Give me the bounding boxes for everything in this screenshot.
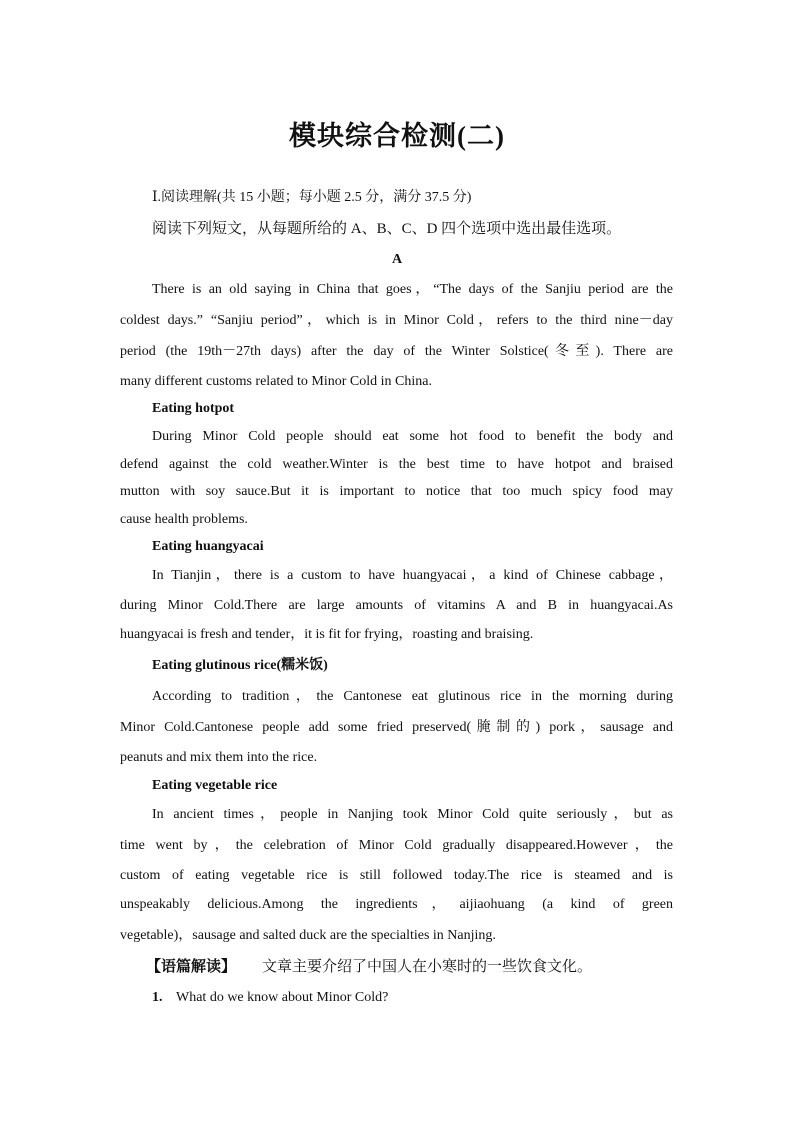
paragraph-line: In Tianjin，there is a custom to have huangyacai，a kind of Chinese cabbage， <box>152 568 673 583</box>
paragraph-line: custom of eating vegetable rice is still followed today.The rice is steamed and is <box>120 868 673 883</box>
question-number: 1. <box>152 990 163 1005</box>
passage-label: A <box>391 252 403 267</box>
section-heading-hotpot: Eating hotpot <box>152 401 235 416</box>
paragraph-line: According to tradition，the Cantonese eat glutinous rice in the morning during <box>152 689 673 704</box>
analysis-text: 文章主要介绍了中国人在小寒时的一些饮食文化。 <box>262 959 593 975</box>
paragraph-line: time went by，the celebration of Minor Cold gradually disappeared.However，the <box>120 838 673 853</box>
section-heading-glutinous-rice: Eating glutinous rice(糯米饭) <box>152 658 328 673</box>
section-heading-vegetable-rice: Eating vegetable rice <box>152 778 278 793</box>
paragraph-line: unspeakably delicious.Among the ingredients，aijiaohuang (a kind of green <box>120 897 673 912</box>
analysis-label: 【语篇解读】 <box>146 959 237 975</box>
intro-line: period (the 19th－27th days) after the day of the Winter Solstice(冬至). There are <box>120 344 673 359</box>
intro-line: many different customs related to Minor Cold in China. <box>120 374 432 389</box>
paragraph-line: Minor Cold.Cantonese people add some fried preserved(腌制的) pork，sausage and <box>120 720 673 735</box>
page-title: 模块综合检测(二) <box>289 121 505 151</box>
paragraph-line: mutton with soy sauce.But it is important to notice that too much spicy food may <box>120 484 673 499</box>
paragraph-line: defend against the cold weather.Winter is the best time to have hotpot and braised <box>120 457 673 472</box>
question-text: What do we know about Minor Cold? <box>176 990 389 1005</box>
paragraph-line: cause health problems. <box>120 512 248 527</box>
intro-line: coldest days.” “Sanjiu period”，which is in Minor Cold，refers to the third nine－day <box>120 313 673 328</box>
paragraph-line: In ancient times，people in Nanjing took Minor Cold quite seriously，but as <box>152 807 673 822</box>
paragraph-line: huangyacai is fresh and tender，it is fit for frying，roasting and braising. <box>120 627 534 642</box>
paragraph-line: vegetable)，sausage and salted duck are the specialties in Nanjing. <box>120 928 496 943</box>
paragraph-line: peanuts and mix them into the rice. <box>120 750 318 765</box>
paragraph-line: during Minor Cold.There are large amounts of vitamins A and B in huangyacai.As <box>120 598 673 613</box>
intro-line: There is an old saying in China that goes，“The days of the Sanjiu period are the <box>152 282 673 297</box>
section-heading-huangyacai: Eating huangyacai <box>152 539 264 554</box>
instruction: 阅读下列短文，从每题所给的 A、B、C、D 四个选项中选出最佳选项。 <box>152 221 622 237</box>
paragraph-line: During Minor Cold people should eat some hot food to benefit the body and <box>152 429 673 444</box>
section-heading: Ⅰ.阅读理解(共 15 小题；每小题 2.5 分，满分 37.5 分) <box>152 190 472 205</box>
